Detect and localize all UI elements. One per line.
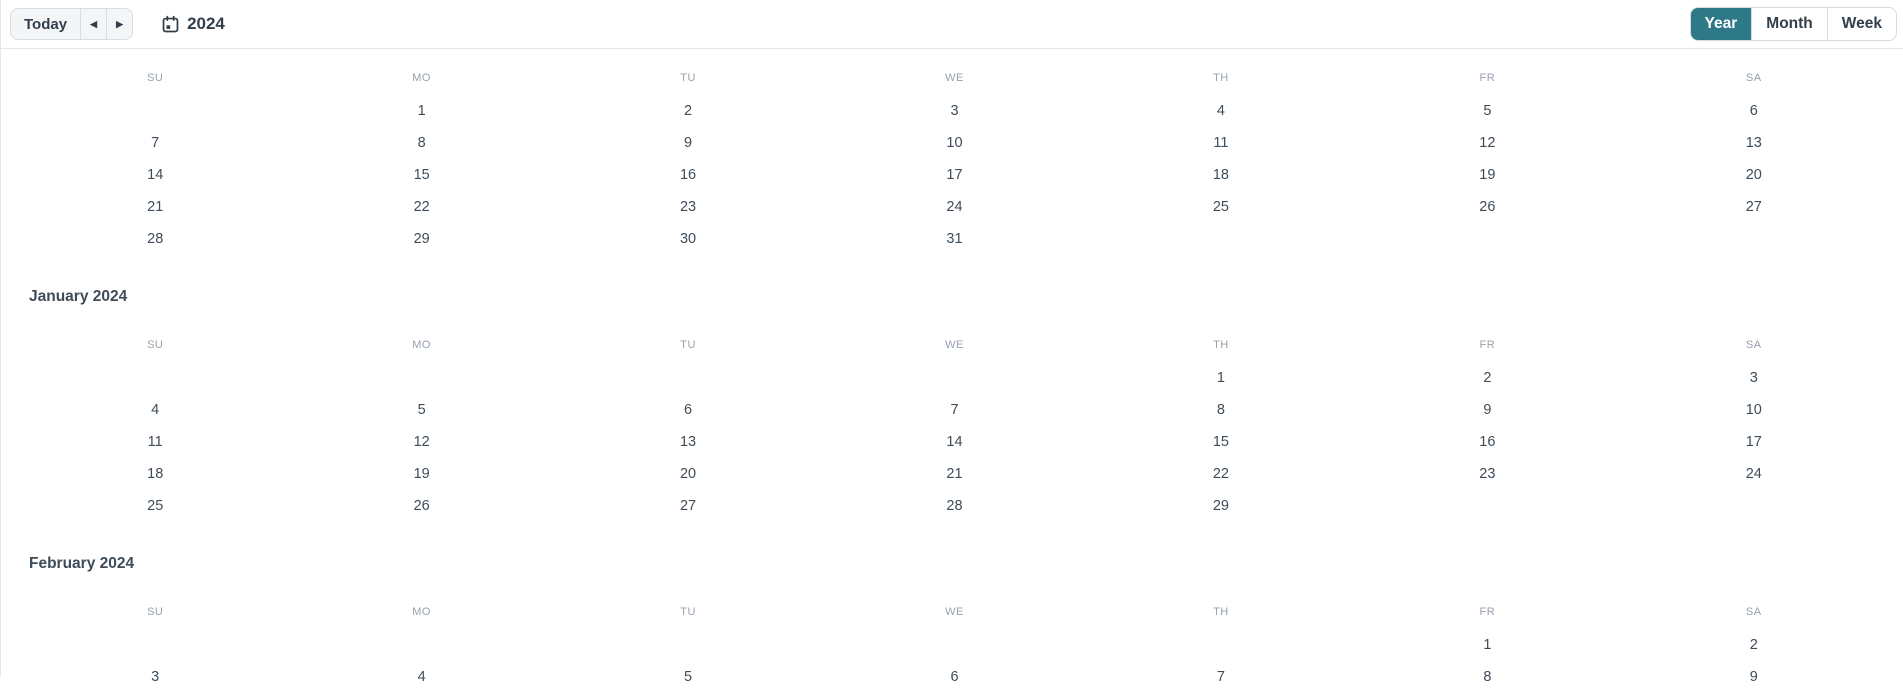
day-of-week-header: SU (147, 606, 164, 618)
date-cell[interactable]: 7 (1216, 669, 1225, 685)
day-of-week-header: TH (1213, 339, 1229, 351)
date-cell[interactable]: 23 (1479, 466, 1496, 482)
day-of-week-header: FR (1479, 72, 1496, 84)
date-cell[interactable]: 22 (1212, 466, 1229, 482)
day-of-week-header: WE (945, 339, 964, 351)
date-cell[interactable]: 12 (1479, 135, 1496, 151)
week-row (22, 394, 1887, 426)
date-cell[interactable]: 24 (946, 199, 963, 215)
today-button[interactable]: Today (24, 15, 68, 33)
day-of-week-header: MO (412, 72, 431, 84)
day-of-week-header: TH (1213, 606, 1229, 618)
date-cell[interactable]: 30 (679, 231, 697, 247)
date-cell[interactable]: 26 (413, 498, 430, 514)
day-of-week-header: FR (1479, 339, 1496, 351)
date-cell[interactable]: 16 (1479, 434, 1496, 450)
date-cell[interactable]: 9 (684, 135, 693, 151)
year-view-button[interactable]: Year (1691, 8, 1752, 40)
date-cell[interactable]: 3 (1749, 370, 1758, 386)
month-title: January 2024 (29, 288, 128, 305)
week-row (22, 127, 1887, 159)
date-cell[interactable]: 11 (1213, 135, 1229, 151)
day-of-week-header: WE (945, 606, 964, 618)
day-of-week-header: TU (680, 606, 696, 618)
date-cell[interactable]: 28 (147, 231, 164, 247)
day-of-week-header: WE (945, 72, 964, 84)
calendar-months (1, 65, 1903, 693)
date-cell[interactable]: 15 (1212, 434, 1229, 450)
day-of-week-header: SU (147, 339, 164, 351)
day-of-week-header: SA (1745, 606, 1762, 618)
current-period (161, 14, 225, 34)
day-of-week-row (22, 65, 1887, 91)
date-cell[interactable]: 24 (1745, 466, 1762, 482)
day-of-week-header: MO (412, 339, 431, 351)
date-cell[interactable]: 6 (1749, 103, 1758, 119)
date-cell[interactable]: 23 (679, 199, 697, 215)
view-switcher (1690, 7, 1897, 41)
date-cell[interactable]: 18 (1212, 167, 1229, 183)
date-cell[interactable]: 1 (1216, 370, 1225, 386)
date-cell[interactable]: 4 (1216, 103, 1225, 119)
date-cell[interactable]: 1 (417, 103, 426, 119)
week-view-button[interactable]: Week (1827, 8, 1896, 40)
date-cell[interactable]: 11 (147, 434, 163, 450)
date-cell[interactable]: 7 (950, 402, 959, 418)
month-grid (1, 599, 1903, 693)
week-row (22, 426, 1887, 458)
month-grid (1, 65, 1903, 255)
week-row (22, 223, 1887, 255)
month-grid (1, 332, 1903, 522)
date-cell[interactable]: 2 (684, 103, 693, 119)
date-cell[interactable]: 3 (950, 103, 959, 119)
week-row (22, 490, 1887, 522)
date-cell[interactable]: 20 (679, 466, 697, 482)
date-cell[interactable]: 5 (684, 669, 693, 685)
date-cell[interactable]: 29 (1212, 498, 1229, 514)
month-title: February 2024 (29, 555, 135, 572)
date-cell[interactable]: 28 (946, 498, 963, 514)
chevron-right-icon: ▶ (116, 18, 124, 29)
date-cell[interactable]: 8 (417, 135, 426, 151)
navigation-button-group (10, 8, 133, 40)
date-cell[interactable]: 18 (147, 466, 164, 482)
week-row (22, 661, 1887, 693)
date-cell[interactable]: 15 (413, 167, 430, 183)
year-label: 2024 (187, 14, 225, 33)
toolbar (1, 0, 1903, 49)
day-of-week-header: SA (1745, 72, 1762, 84)
day-of-week-header: TU (680, 339, 696, 351)
date-cell[interactable]: 20 (1745, 167, 1762, 183)
day-of-week-row (22, 599, 1887, 625)
date-cell[interactable]: 10 (946, 135, 963, 151)
date-cell[interactable]: 5 (1483, 103, 1492, 119)
week-row (22, 191, 1887, 223)
week-row (22, 159, 1887, 191)
date-cell[interactable]: 29 (413, 231, 430, 247)
date-cell[interactable]: 9 (1483, 402, 1492, 418)
date-cell[interactable]: 31 (946, 231, 963, 247)
date-cell[interactable]: 2 (1483, 370, 1492, 386)
day-of-week-row (22, 332, 1887, 358)
date-cell[interactable]: 2 (1749, 637, 1758, 653)
date-cell[interactable]: 13 (679, 434, 697, 450)
date-cell[interactable]: 5 (417, 402, 426, 418)
date-cell[interactable]: 10 (1745, 402, 1762, 418)
month-section (1, 65, 1903, 306)
date-cell[interactable]: 8 (1483, 669, 1492, 685)
date-cell[interactable]: 19 (1479, 167, 1496, 183)
next-button[interactable] (106, 9, 132, 39)
date-cell[interactable]: 9 (1749, 669, 1758, 685)
week-row (22, 458, 1887, 490)
week-row (22, 362, 1887, 394)
date-cell[interactable]: 26 (1479, 199, 1496, 215)
week-row (22, 629, 1887, 661)
date-cell[interactable]: 3 (151, 669, 160, 685)
date-cell[interactable]: 14 (946, 434, 963, 450)
day-of-week-header: MO (412, 606, 431, 618)
date-cell[interactable]: 17 (1745, 434, 1762, 450)
calendar-icon (161, 15, 180, 34)
month-section (1, 599, 1903, 693)
day-of-week-header: SU (147, 72, 164, 84)
date-cell[interactable]: 22 (413, 199, 430, 215)
date-cell[interactable]: 8 (1216, 402, 1225, 418)
date-cell[interactable]: 21 (946, 466, 963, 482)
day-of-week-header: TU (680, 72, 696, 84)
day-of-week-header: FR (1479, 606, 1496, 618)
date-cell[interactable]: 25 (1212, 199, 1229, 215)
date-cell[interactable]: 4 (151, 402, 160, 418)
prev-button[interactable] (80, 9, 106, 39)
date-cell[interactable]: 16 (679, 167, 697, 183)
month-view-button[interactable]: Month (1751, 8, 1826, 40)
day-of-week-header: SA (1745, 339, 1762, 351)
date-cell[interactable]: 21 (147, 199, 164, 215)
date-cell[interactable]: 1 (1483, 637, 1492, 653)
date-cell[interactable]: 12 (413, 434, 430, 450)
date-cell[interactable]: 17 (946, 167, 963, 183)
date-cell[interactable]: 27 (1745, 199, 1762, 215)
date-cell[interactable]: 27 (679, 498, 697, 514)
date-cell[interactable]: 19 (413, 466, 430, 482)
date-cell[interactable]: 4 (417, 669, 426, 685)
date-cell[interactable]: 6 (950, 669, 959, 685)
chevron-left-icon: ◀ (90, 18, 98, 29)
date-cell[interactable]: 7 (151, 135, 160, 151)
day-of-week-header: TH (1213, 72, 1229, 84)
date-cell[interactable]: 25 (147, 498, 164, 514)
date-cell[interactable]: 6 (684, 402, 693, 418)
month-section (1, 332, 1903, 573)
date-cell[interactable]: 13 (1745, 135, 1762, 151)
date-cell[interactable]: 14 (147, 167, 164, 183)
week-row (22, 95, 1887, 127)
